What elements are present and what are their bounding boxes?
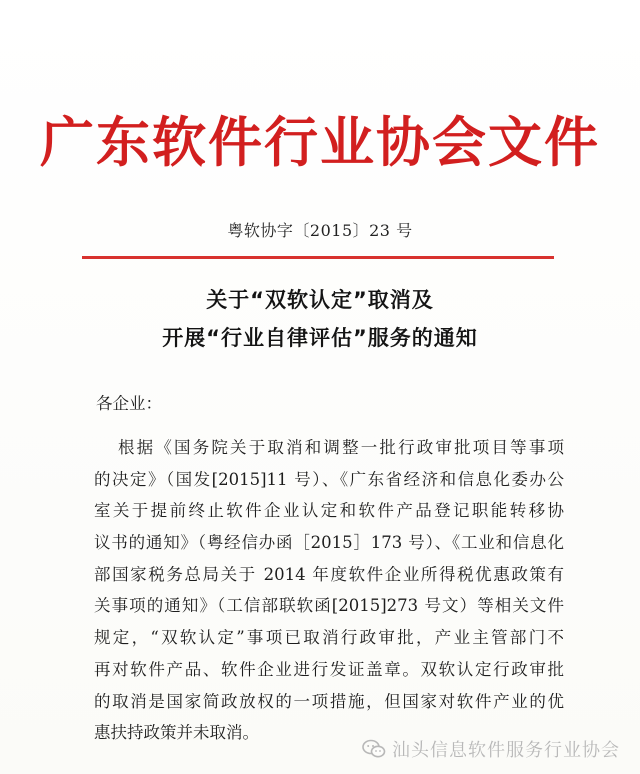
body-line: 的取消是国家简政放权的一项措施，但国家对软件产业的优 — [94, 691, 564, 711]
body-line: 部国家税务总局关于 2014 年度软件企业所得税优惠政策有 — [94, 564, 564, 584]
body-line: 根据《国务院关于取消和调整一批行政审批项目等事项 — [118, 438, 564, 457]
body-paragraph — [94, 432, 564, 749]
body-line: 关事项的通知》（工信部联软函[2015]273 号文）等相关文件 — [94, 596, 564, 616]
red-divider-line — [82, 256, 554, 259]
document-number: 粤软协字〔2015〕23 号 — [227, 221, 413, 240]
body-line: 议书的通知》（粤经信办函［2015］173 号）、《工业和信息化 — [94, 533, 564, 553]
body-line: 室关于提前终止软件企业认定和软件产品登记职能转移协 — [94, 501, 564, 521]
watermark — [362, 736, 620, 762]
wechat-icon — [362, 739, 386, 759]
body-line: 规定，“双软认定”事项已取消行政审批，产业主管部门不 — [94, 628, 564, 648]
subject-line-1: 关于“双软认定”取消及 — [206, 288, 434, 312]
body-line: 再对软件产品、软件企业进行发证盖章。双软认定行政审批 — [94, 659, 564, 679]
greeting: 各企业： — [96, 394, 162, 413]
subject-line-2: 开展“行业自律评估”服务的通知 — [162, 326, 478, 350]
body-line: 惠扶持政策并未取消。 — [94, 723, 259, 743]
document-header-title: 广东软件行业协会文件 — [40, 110, 600, 174]
watermark-text: 汕头信息软件服务行业协会 — [392, 740, 620, 761]
body-line: 的决定》（国发[2015]11 号）、《广东省经济和信息化委办公 — [94, 469, 564, 489]
